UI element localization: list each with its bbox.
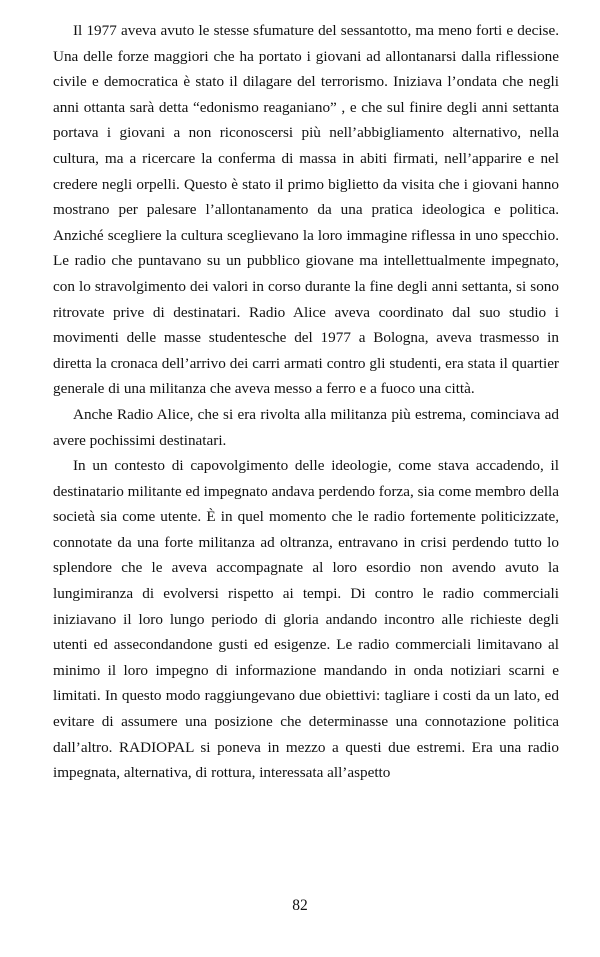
- paragraph-capovolgimento-ideologie: In un contesto di capovolgimento delle ideologie, come stava accadendo, il destinatario militante ed impegnato andava perdendo forza, sia come membro della società sia come utente. È in quel momento che le radio fortemente politicizzate, connotate da una forte militanza ad oltranza, entravano in crisi perdendo tutto lo splendore che le aveva accompagnate al loro esordio non avendo avuto la lungimiranza di evolversi rispetto ai tempi. Di contro le radio commerciali iniziavano il loro lungo periodo di gloria andando incontro alle richieste degli utenti ed assecondandone gusti ed esigenze. Le radio commerciali limitavano al minimo il loro impegno di informazione mandando in onda notiziari scarni e limitati. In questo modo raggiungevano due obiettivi: tagliare i costi da un lato, ed evitare di assumere una posizione che determinasse una connotazione politica dall’altro. RADIOPAL si poneva in mezzo a questi due estremi. Era una radio impegnata, alternativa, di rottura, interessata all’aspetto: [53, 457, 559, 782]
- page-body: [53, 18, 559, 786]
- paragraph-radio-alice: Anche Radio Alice, che si era rivolta alla militanza più estrema, cominciava ad avere pochissimi destinatari.: [53, 405, 559, 449]
- paragraph-1977-sessantotto: Il 1977 aveva avuto le stesse sfumature del sessantotto, ma meno forti e decise. Una delle forze maggiori che ha portato i giovani ad allontanarsi dalla riflessione civile e democratica è stato il dilagare del terrorismo. Iniziava l’ondata che negli anni ottanta sarà detta “edonismo reaganiano” , e che sul finire degli anni settanta portava i giovani a non riconoscersi più nell’abbigliamento alternativo, nella cultura, ma a ricercare la conferma di massa in abiti firmati, nell’apparire e nel credere negli orpelli. Questo è stato il primo biglietto da visita che i giovani hanno mostrano per palesare l’allontanamento da una pratica ideologica e politica. Anziché scegliere la cultura sceglievano la loro immagine riflessa in uno specchio. Le radio che puntavano su un pubblico giovane ma intellettualmente impegnato, con lo stravolgimento dei valori in corso durante la fine degli anni settanta, si sono ritrovate prive di destinatari. Radio Alice aveva coordinato dal suo studio i movimenti delle masse studentesche del 1977 a Bologna, aveva trasmesso in diretta la cronaca dell’arrivo dei carri armati contro gli studenti, era stata il quartier generale di una militanza che aveva messo a ferro e a fuoco una città.: [53, 22, 559, 398]
- page-number: 82: [292, 897, 308, 914]
